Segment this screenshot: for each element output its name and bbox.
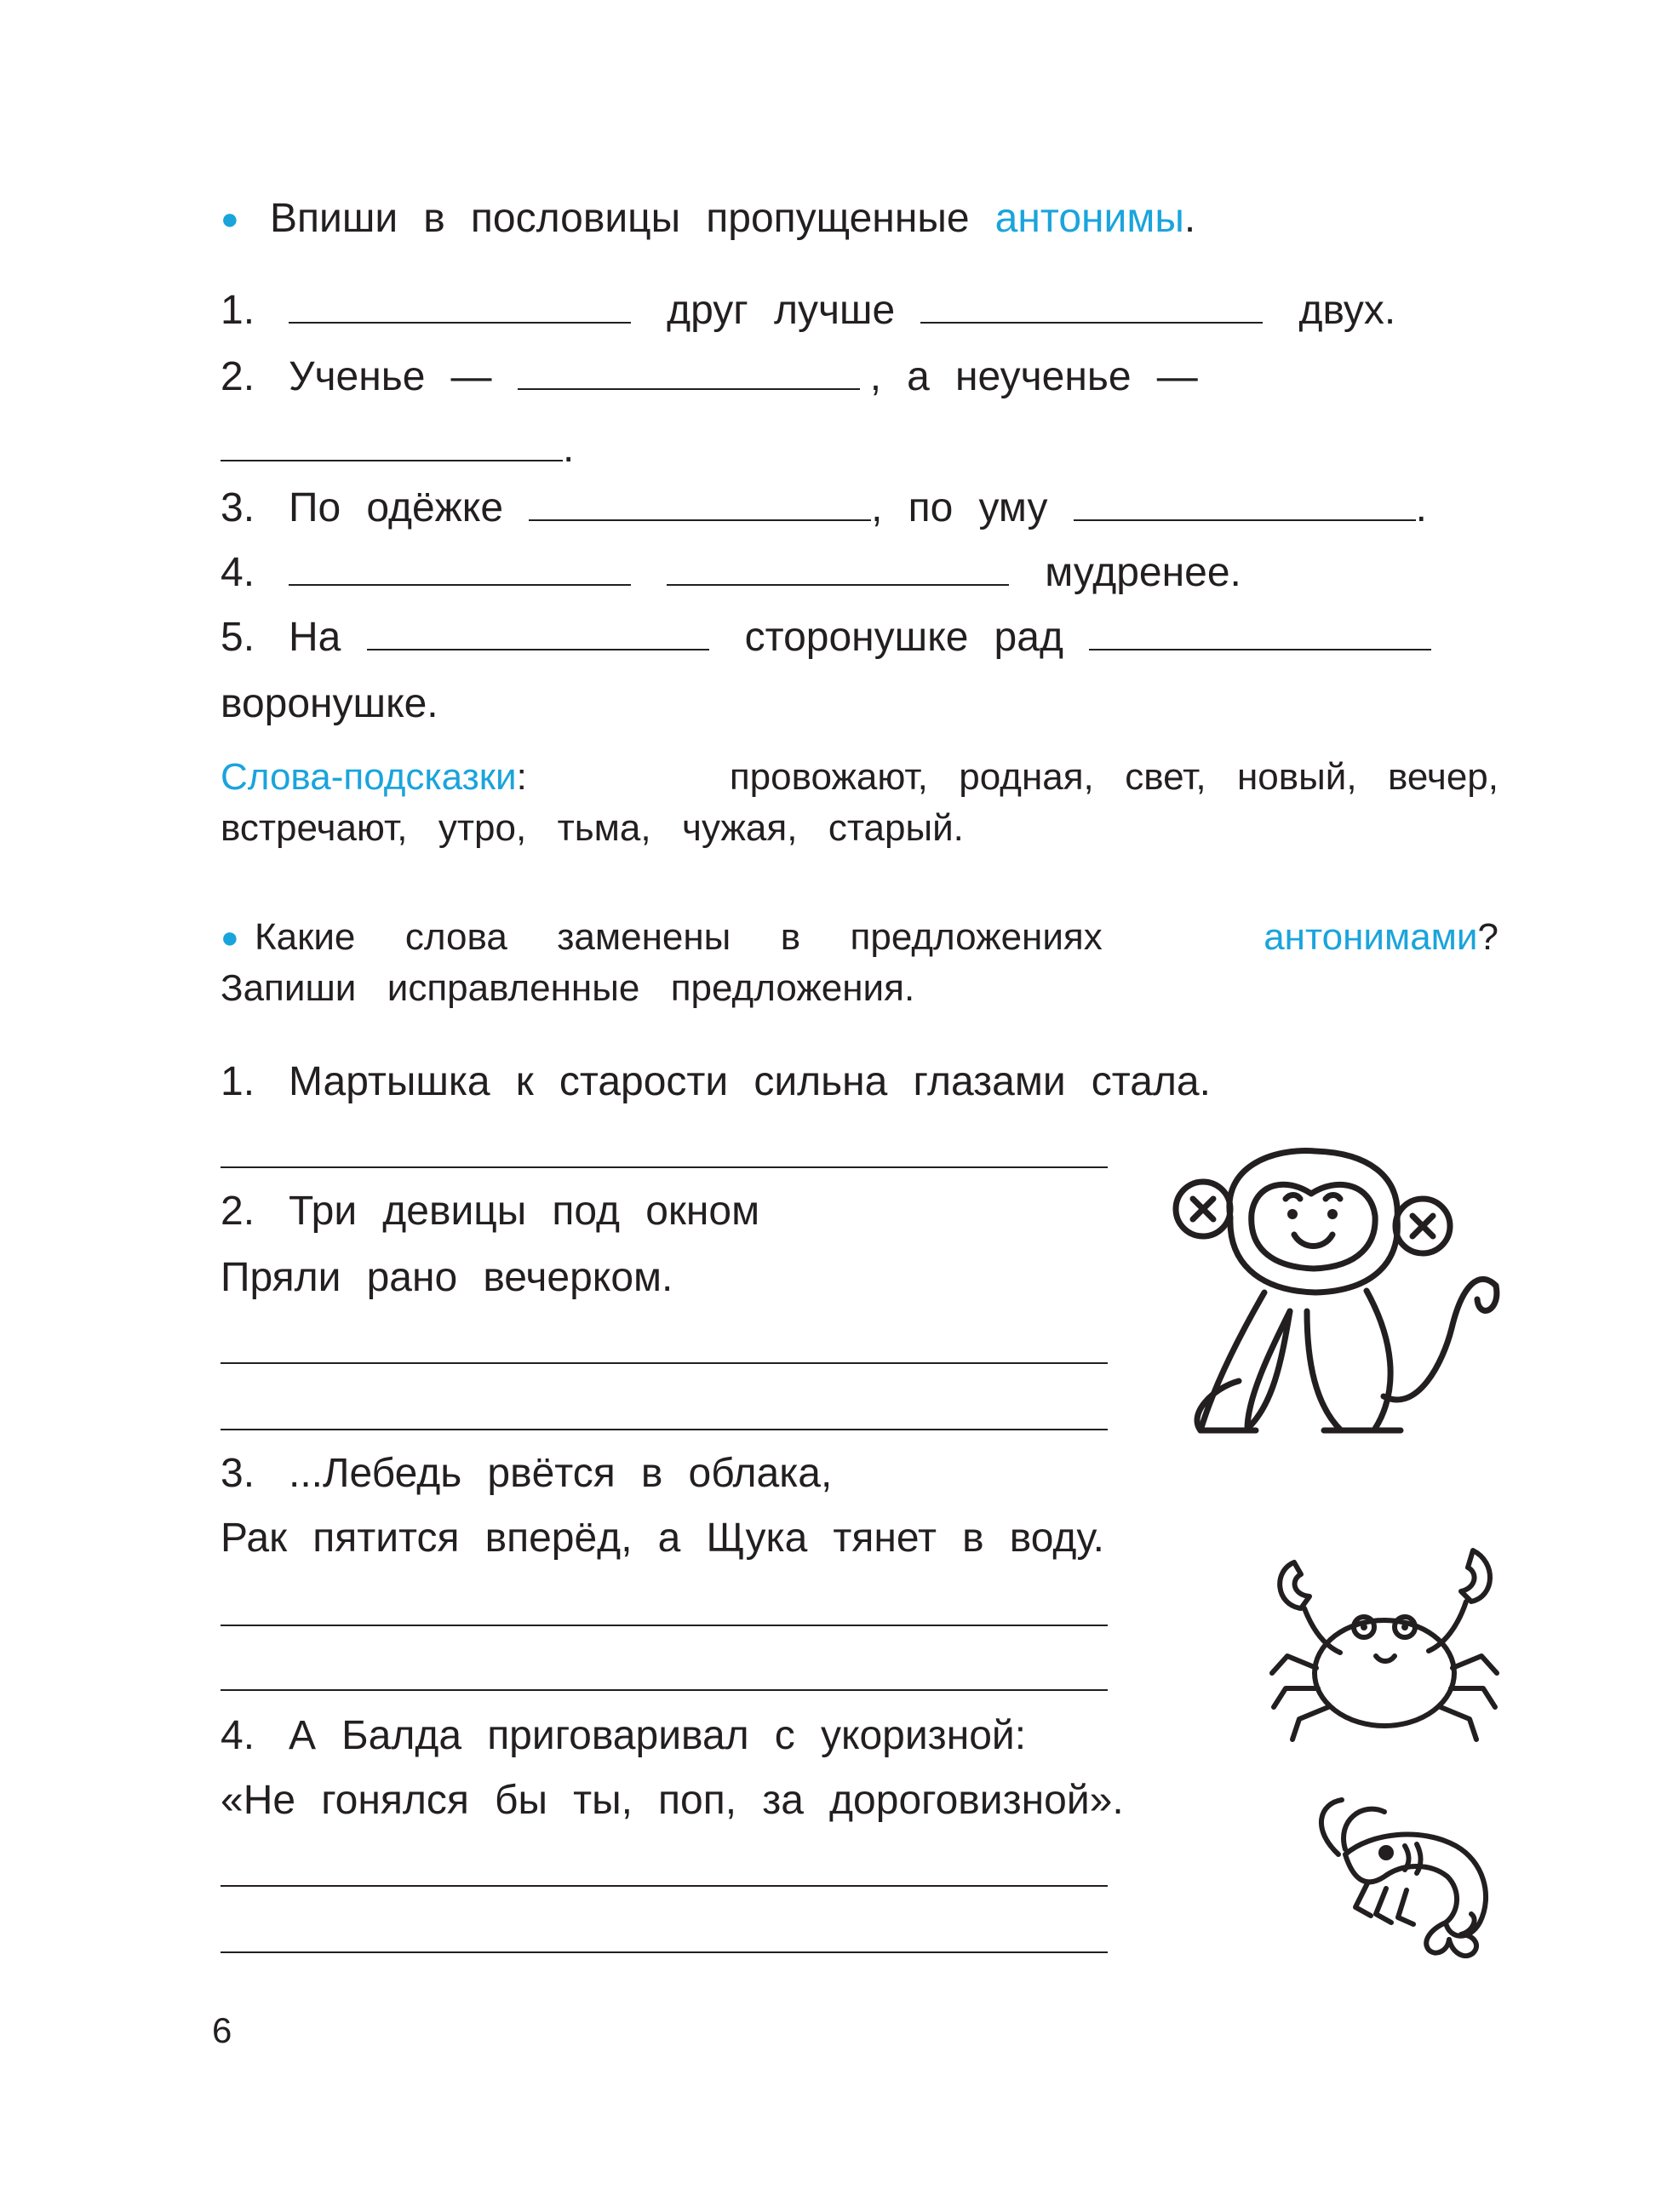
- proverb-3: [221, 480, 1427, 536]
- sentence-text: Мартышка к старости сильна глазами стала.: [289, 1059, 1211, 1104]
- exercise2-instruction-line2: Запиши исправленные предложения.: [221, 967, 915, 1009]
- answer-blank[interactable]: [289, 284, 631, 324]
- answer-line[interactable]: [221, 1166, 1108, 1168]
- exercise2-term: антонимами: [1264, 916, 1478, 958]
- sentence-3-line-2: [221, 1510, 1104, 1567]
- item-number: 2.: [221, 1189, 255, 1234]
- answer-blank[interactable]: [1089, 611, 1431, 650]
- crab-icon: [1269, 1545, 1500, 1750]
- hint-colon: :: [516, 756, 527, 798]
- bullet-icon: ●: [221, 201, 239, 236]
- sentence-text: А Балда приговаривал с укоризной:: [289, 1713, 1027, 1758]
- proverb-text: , а неученье —: [869, 354, 1198, 399]
- answer-blank[interactable]: [289, 547, 631, 586]
- proverb-text: друг лучше: [667, 288, 896, 333]
- sentence-text: Рак пятится вперёд, а Щука тянет в воду.: [221, 1516, 1104, 1561]
- sentence-text: «Не гонялся бы ты, поп, за дороговизной».: [221, 1778, 1124, 1823]
- shrimp-icon: [1303, 1795, 1507, 1965]
- page-number: 6: [212, 2010, 232, 2050]
- exercise1-instruction-end: .: [1183, 196, 1196, 241]
- sentence-2-line-2: [221, 1250, 673, 1306]
- sentence-4-line-2: [221, 1773, 1124, 1829]
- proverb-2-continued: [221, 421, 574, 477]
- proverb-1: [221, 283, 1395, 339]
- proverb-text: .: [563, 426, 575, 471]
- answer-line[interactable]: [221, 1362, 1108, 1364]
- bullet-icon: ●: [221, 920, 239, 954]
- proverb-text: На: [289, 615, 341, 660]
- hint-words: встречают, утро, тьма, чужая, старый.: [221, 807, 964, 849]
- item-number: 4.: [221, 550, 255, 595]
- sentence-text: ...Лебедь рвётся в облака,: [289, 1451, 833, 1496]
- answer-line[interactable]: [221, 1689, 1108, 1691]
- exercise2-instruction-end: ?: [1477, 916, 1498, 958]
- proverb-text: .: [1415, 485, 1427, 530]
- item-number: 3.: [221, 1451, 255, 1496]
- exercise2-instruction-text: [221, 909, 1103, 966]
- answer-line[interactable]: [221, 1951, 1108, 1953]
- proverb-text: Ученье —: [289, 354, 492, 399]
- answer-line[interactable]: [221, 1885, 1108, 1887]
- proverb-text: мудренее.: [1045, 550, 1241, 595]
- answer-blank[interactable]: [920, 284, 1263, 324]
- proverb-2: [221, 349, 1198, 405]
- answer-line[interactable]: [221, 1429, 1108, 1430]
- proverb-4: [221, 545, 1241, 601]
- exercise2-term-group: [1264, 909, 1498, 966]
- proverb-5: [221, 610, 1441, 666]
- answer-blank[interactable]: [667, 547, 1009, 586]
- answer-blank[interactable]: [518, 351, 860, 390]
- sentence-3: [221, 1446, 832, 1502]
- exercise1-term: антонимы: [994, 196, 1184, 241]
- exercise2-instruction: [221, 909, 1498, 966]
- item-number: 3.: [221, 485, 255, 530]
- exercise2-instruction-prefix: Какие слова заменены в предложениях: [255, 916, 1103, 958]
- item-number: 1.: [221, 1059, 255, 1104]
- exercise1-instruction: [221, 191, 1195, 247]
- sentence-2: [221, 1183, 759, 1240]
- item-number: 2.: [221, 354, 255, 399]
- hint-words-line-2: [221, 800, 964, 857]
- hint-label: Слова-подсказки: [221, 756, 517, 798]
- item-number: 4.: [221, 1713, 255, 1758]
- proverb-text: двух.: [1298, 288, 1396, 333]
- proverb-text: , по уму: [871, 485, 1048, 530]
- answer-blank[interactable]: [221, 422, 563, 461]
- hint-label-group: [221, 749, 527, 805]
- sentence-1: [221, 1054, 1211, 1110]
- proverb-text: По одёжке: [289, 485, 504, 530]
- sentence-text: Пряли рано вечерком.: [221, 1255, 673, 1300]
- exercise2-instruction-line-2: [221, 960, 914, 1017]
- answer-line[interactable]: [221, 1625, 1108, 1626]
- proverb-text: сторонушке рад: [744, 615, 1063, 660]
- proverb-5-continued: [221, 676, 438, 732]
- answer-blank[interactable]: [1074, 482, 1416, 521]
- monkey-icon: [1162, 1141, 1503, 1456]
- item-number: 1.: [221, 288, 255, 333]
- hint-words: провожают, родная, свет, новый, вечер,: [729, 756, 1498, 798]
- sentence-text: Три девицы под окном: [289, 1189, 760, 1234]
- item-number: 5.: [221, 615, 255, 660]
- proverb-text: воронушке.: [221, 681, 438, 726]
- exercise1-instruction-text: Впиши в пословицы пропущенные: [270, 196, 970, 241]
- sentence-4: [221, 1708, 1026, 1764]
- answer-blank[interactable]: [367, 611, 709, 650]
- answer-blank[interactable]: [529, 482, 871, 521]
- hint-words-line-1: [221, 749, 1498, 805]
